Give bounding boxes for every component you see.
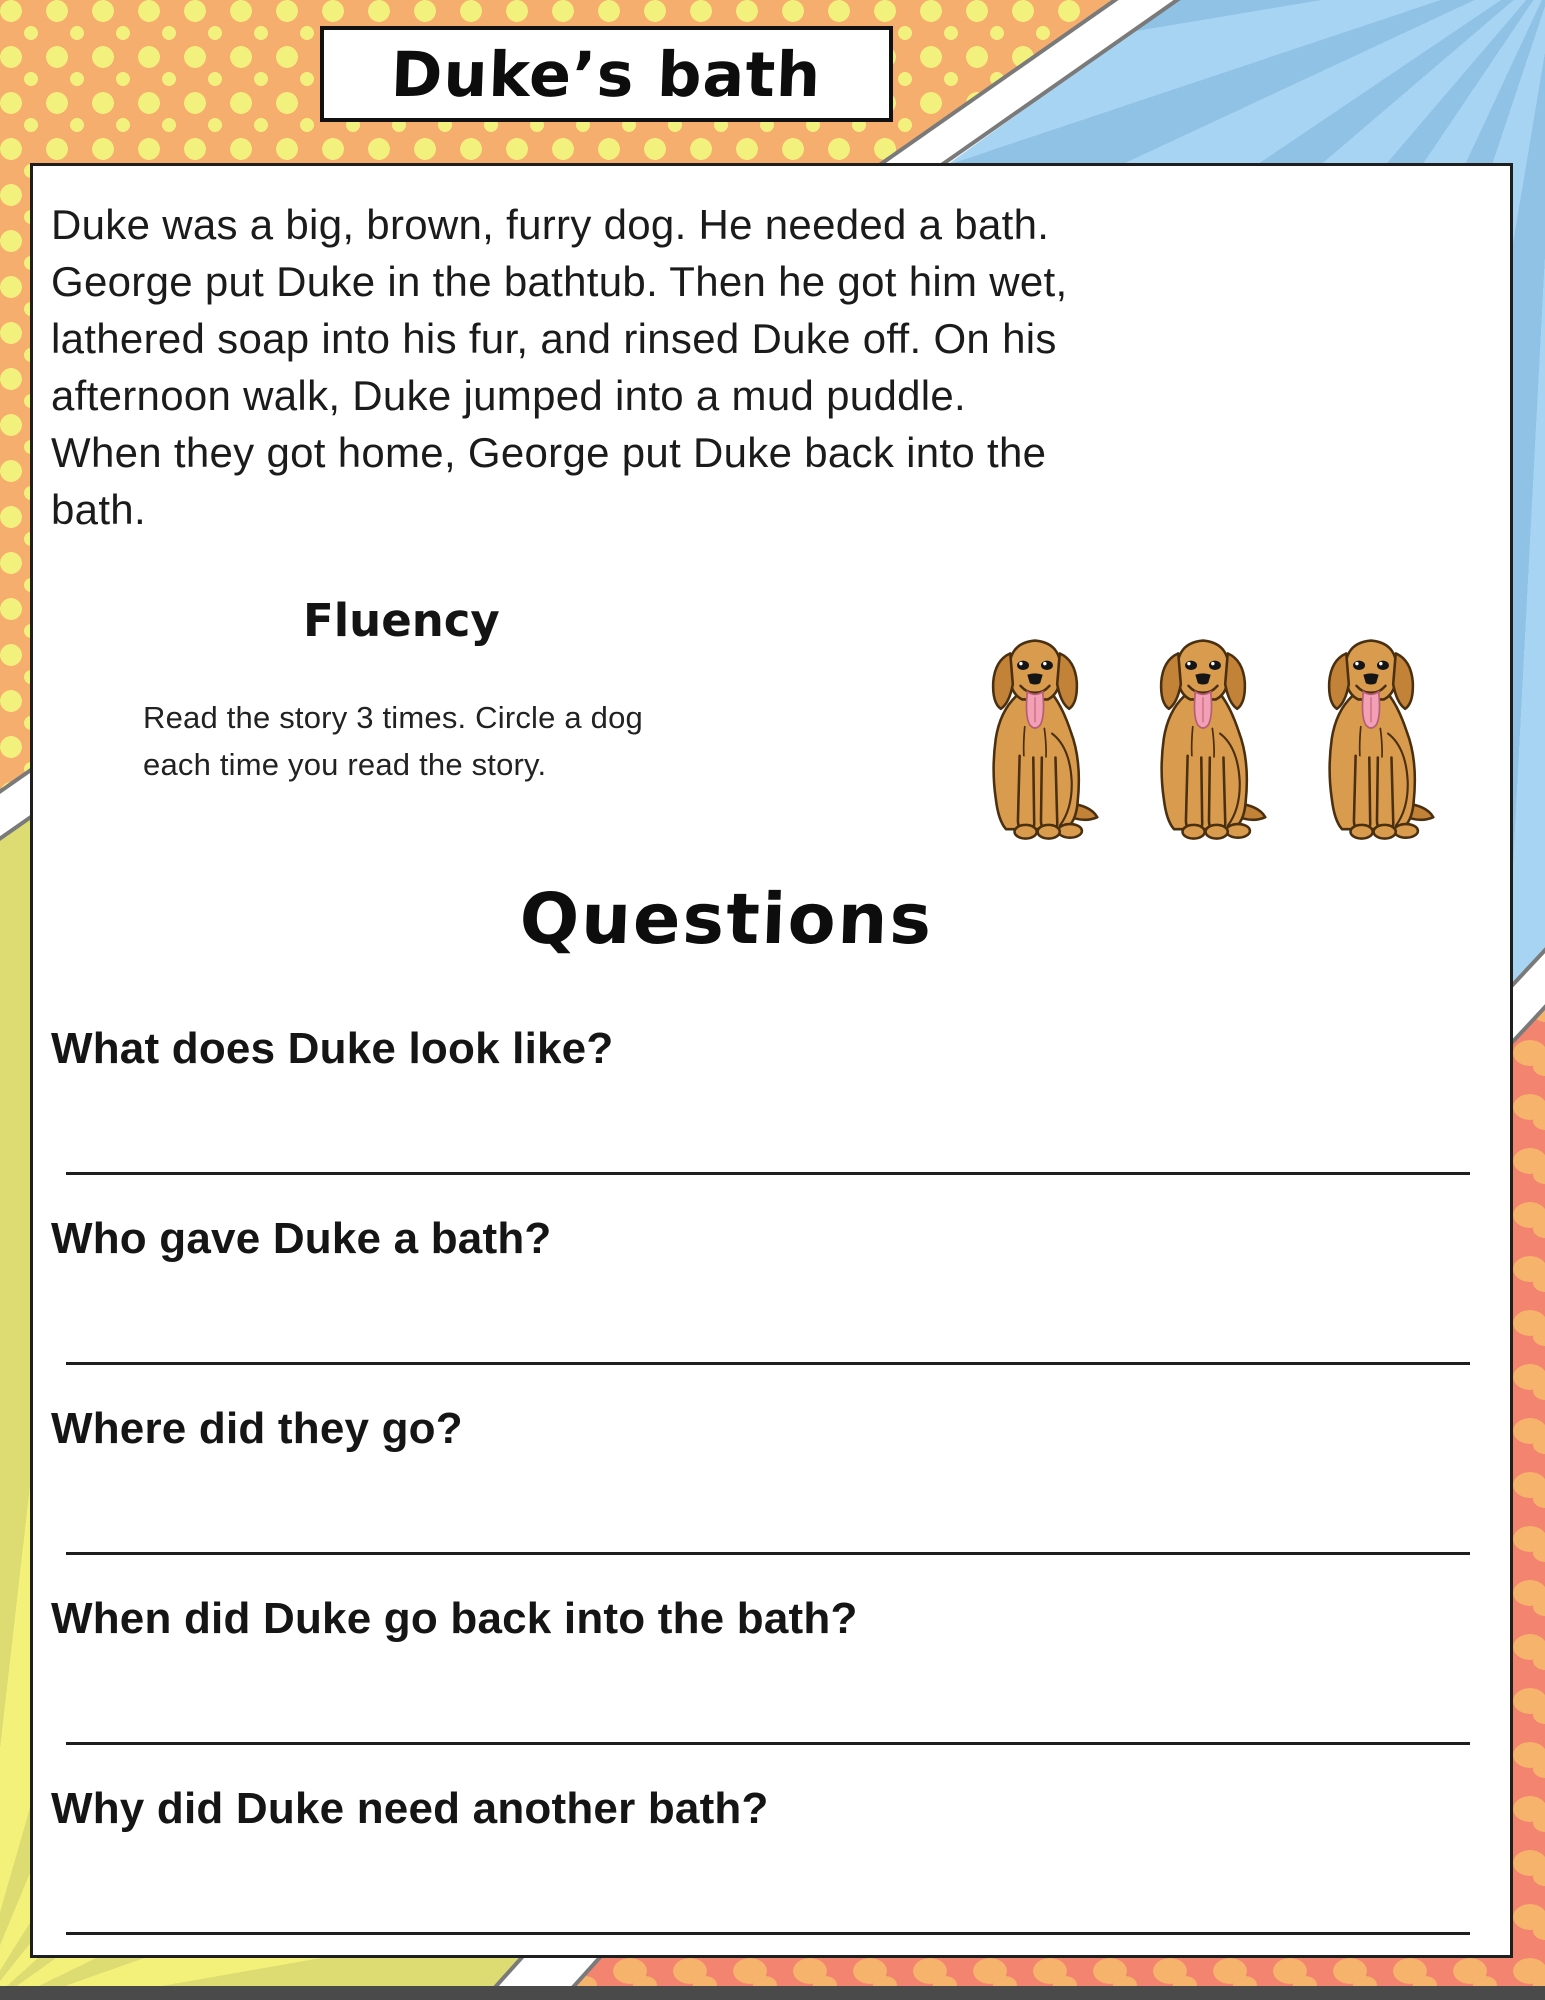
question-text: Where did they go? — [51, 1404, 463, 1453]
story-line: lathered soap into his fur, and rinsed Duke off. On his — [51, 315, 1057, 362]
story-line: Duke was a big, brown, furry dog. He needed a bath. — [51, 201, 1050, 248]
question-item — [33, 1024, 1510, 1214]
question-text: When did Duke go back into the bath? — [51, 1594, 858, 1643]
answer-line[interactable] — [66, 1932, 1470, 1935]
questions-list — [33, 1024, 1510, 1974]
answer-line[interactable] — [66, 1552, 1470, 1555]
fluency-instruction-line: Read the story 3 times. Circle a dog — [143, 700, 643, 735]
story-text — [51, 196, 1181, 538]
question-item — [33, 1594, 1510, 1784]
dog-illustration[interactable] — [1139, 618, 1267, 856]
story-line: George put Duke in the bathtub. Then he got him wet, — [51, 258, 1068, 305]
fluency-instruction — [143, 694, 643, 788]
question-text: What does Duke look like? — [51, 1024, 614, 1073]
dogs-row — [971, 618, 1435, 856]
story-line: bath. — [51, 486, 146, 533]
question-text: Who gave Duke a bath? — [51, 1214, 552, 1263]
answer-line[interactable] — [66, 1742, 1470, 1745]
bottom-border-strip — [0, 1986, 1545, 2000]
answer-line[interactable] — [66, 1172, 1470, 1175]
story-line: When they got home, George put Duke back into the — [51, 429, 1047, 476]
questions-heading: Questions — [518, 878, 935, 960]
dog-illustration[interactable] — [1307, 618, 1435, 856]
dog-illustration[interactable] — [971, 618, 1099, 856]
fluency-heading: Fluency — [303, 594, 500, 647]
answer-line[interactable] — [66, 1362, 1470, 1365]
question-item — [33, 1404, 1510, 1594]
question-text: Why did Duke need another bath? — [51, 1784, 769, 1833]
worksheet-card — [30, 163, 1513, 1958]
fluency-instruction-line: each time you read the story. — [143, 747, 547, 782]
story-line: afternoon walk, Duke jumped into a mud puddle. — [51, 372, 967, 419]
question-item — [33, 1784, 1510, 1974]
page-title: Duke’s bath — [390, 37, 823, 111]
question-item — [33, 1214, 1510, 1404]
title-banner — [320, 26, 893, 122]
